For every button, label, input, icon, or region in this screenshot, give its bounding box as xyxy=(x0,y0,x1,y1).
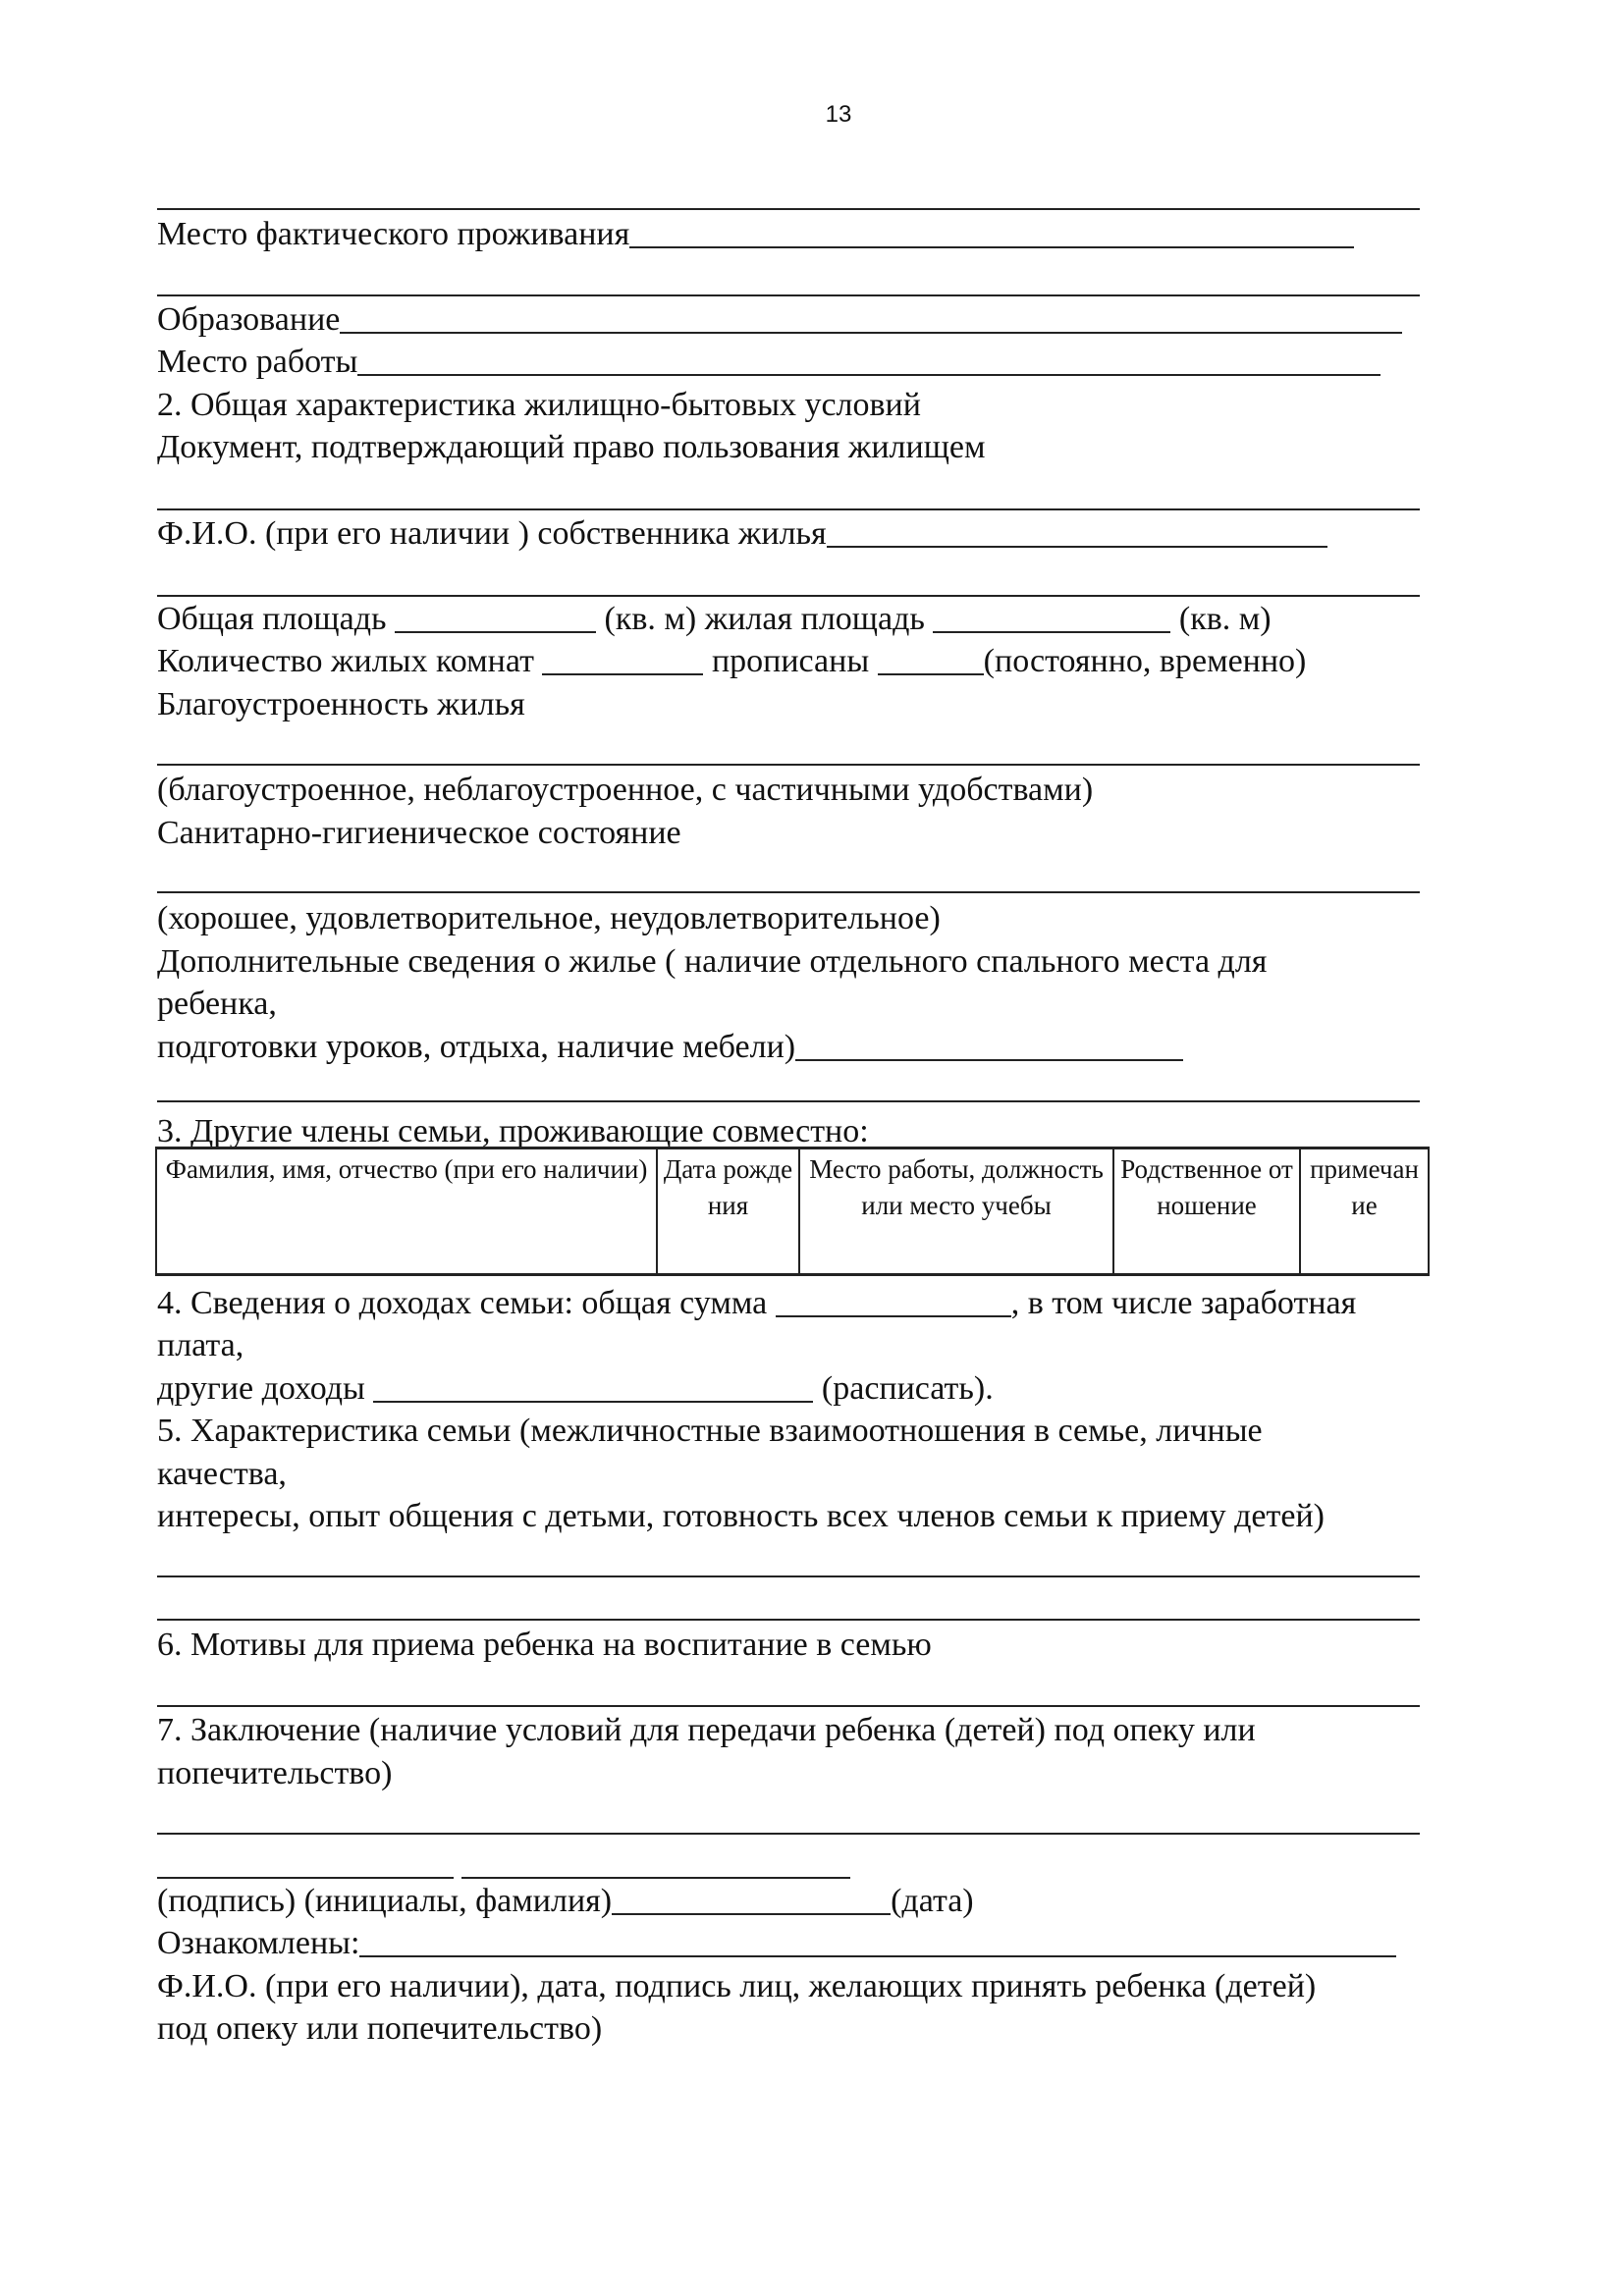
conclusion-field[interactable] xyxy=(157,1833,1420,1835)
acquainted-note-1: Ф.И.О. (при его наличии), дата, подпись лиц, желающих принять ребенка (детей) xyxy=(157,1968,1317,2004)
other-income-label: другие доходы xyxy=(157,1370,365,1407)
extra-info-line-3: подготовки уроков, отдыха, наличие мебели) xyxy=(157,1029,796,1065)
column-header: Дата рождения xyxy=(657,1148,799,1275)
education-field[interactable] xyxy=(340,302,1402,334)
place-actual-field[interactable] xyxy=(629,217,1354,248)
total-area-field[interactable] xyxy=(395,602,596,633)
date-field[interactable] xyxy=(612,1884,891,1915)
section7-line-2: попечительство) xyxy=(157,1755,393,1791)
extra-info-field[interactable] xyxy=(795,1030,1183,1061)
section7-line-1: 7. Заключение (наличие условий для передачи ребенка (детей) под опеку или xyxy=(157,1712,1256,1748)
section5-line-1: 5. Характеристика семьи (межличностные взаимоотношения в семье, личные xyxy=(157,1413,1263,1449)
income-total-field[interactable] xyxy=(776,1286,1011,1317)
total-area-label: Общая площадь xyxy=(157,601,387,637)
other-income-row xyxy=(157,1369,994,1409)
rooms-count-field[interactable] xyxy=(542,644,703,675)
education-row xyxy=(157,300,1402,340)
housing-amenities-field[interactable] xyxy=(157,764,1420,766)
blank-line[interactable] xyxy=(157,1100,1420,1102)
income-total-label: 4. Сведения о доходах семьи: общая сумма xyxy=(157,1285,768,1321)
area-unit-label: (кв. м) жилая площадь xyxy=(604,601,925,637)
registered-type-label: (постоянно, временно) xyxy=(983,643,1307,679)
extra-info-line-1: Дополнительные сведения о жилье ( наличие отдельного спального места для xyxy=(157,943,1268,980)
education-label: Образование xyxy=(157,301,341,338)
housing-document-label: Документ, подтверждающий право пользования жилищем xyxy=(157,429,986,465)
section4-row xyxy=(157,1284,1356,1323)
workplace-row xyxy=(157,343,1380,382)
acquainted-field[interactable] xyxy=(359,1926,1396,1957)
blank-line[interactable] xyxy=(157,294,1420,296)
column-header: Родственное отношение xyxy=(1113,1148,1300,1275)
owner-row xyxy=(157,514,1327,554)
income-salary-label-2: плата, xyxy=(157,1327,244,1363)
column-header: Фамилия, имя, отчество (при его наличии) xyxy=(156,1148,657,1275)
section5-line-3: интересы, опыт общения с детьми, готовность всех членов семьи к приему детей) xyxy=(157,1498,1325,1534)
family-characteristic-field-2[interactable] xyxy=(157,1619,1420,1621)
owner-fio-field[interactable] xyxy=(827,516,1327,548)
rooms-row xyxy=(157,642,1306,681)
area-unit-label-2: (кв. м) xyxy=(1178,601,1272,637)
extra-info-row xyxy=(157,1028,1183,1067)
blank-line[interactable] xyxy=(157,208,1420,210)
column-header: примечание xyxy=(1300,1148,1429,1275)
registered-label: прописаны xyxy=(711,643,870,679)
registered-field[interactable] xyxy=(878,644,984,675)
acquainted-label: Ознакомлены: xyxy=(157,1925,360,1961)
extra-info-line-2: ребенка, xyxy=(157,986,277,1022)
sanitary-state-field[interactable] xyxy=(157,891,1420,893)
signature-row xyxy=(157,1882,974,1921)
section2-title: 2. Общая характеристика жилищно-бытовых условий xyxy=(157,387,921,423)
living-area-field[interactable] xyxy=(933,602,1170,633)
area-row xyxy=(157,600,1272,639)
housing-document-field[interactable] xyxy=(157,508,1420,510)
motives-field[interactable] xyxy=(157,1705,1420,1707)
table-header-row xyxy=(156,1148,1429,1275)
page-number: 13 xyxy=(825,101,852,128)
date-label: (дата) xyxy=(891,1883,974,1919)
acquainted-row xyxy=(157,1924,1396,1963)
other-income-field[interactable] xyxy=(373,1371,813,1403)
section6-title: 6. Мотивы для приема ребенка на воспитание в семью xyxy=(157,1627,932,1663)
amenities-options: (благоустроенное, неблагоустроенное, с частичными удобствами) xyxy=(157,772,1094,808)
rooms-count-label: Количество жилых комнат xyxy=(157,643,534,679)
owner-fio-label: Ф.И.О. (при его наличии ) собственника жилья xyxy=(157,515,827,552)
family-members-table xyxy=(155,1147,1430,1276)
housing-amenities-label: Благоустроенность жилья xyxy=(157,686,525,722)
section5-line-2: качества, xyxy=(157,1456,287,1492)
acquainted-note-2: под опеку или попечительство) xyxy=(157,2010,603,2047)
workplace-label: Место работы xyxy=(157,344,358,380)
workplace-field[interactable] xyxy=(357,345,1380,376)
signature-field[interactable] xyxy=(157,1877,454,1879)
place-actual-row xyxy=(157,215,1354,254)
section3-title: 3. Другие члены семьи, проживающие совместно: xyxy=(157,1113,869,1149)
initials-surname-field[interactable] xyxy=(461,1877,850,1879)
sanitary-options: (хорошее, удовлетворительное, неудовлетворительное) xyxy=(157,900,941,936)
income-salary-label: , в том числе заработная xyxy=(1010,1285,1357,1321)
family-characteristic-field[interactable] xyxy=(157,1575,1420,1577)
column-header: Место работы, должность или место учебы xyxy=(799,1148,1113,1275)
sanitary-state-label: Санитарно-гигиеническое состояние xyxy=(157,815,681,851)
other-income-note: (расписать). xyxy=(821,1370,994,1407)
place-actual-label: Место фактического проживания xyxy=(157,216,630,252)
signature-labels: (подпись) (инициалы, фамилия) xyxy=(157,1883,613,1919)
blank-line[interactable] xyxy=(157,595,1420,597)
